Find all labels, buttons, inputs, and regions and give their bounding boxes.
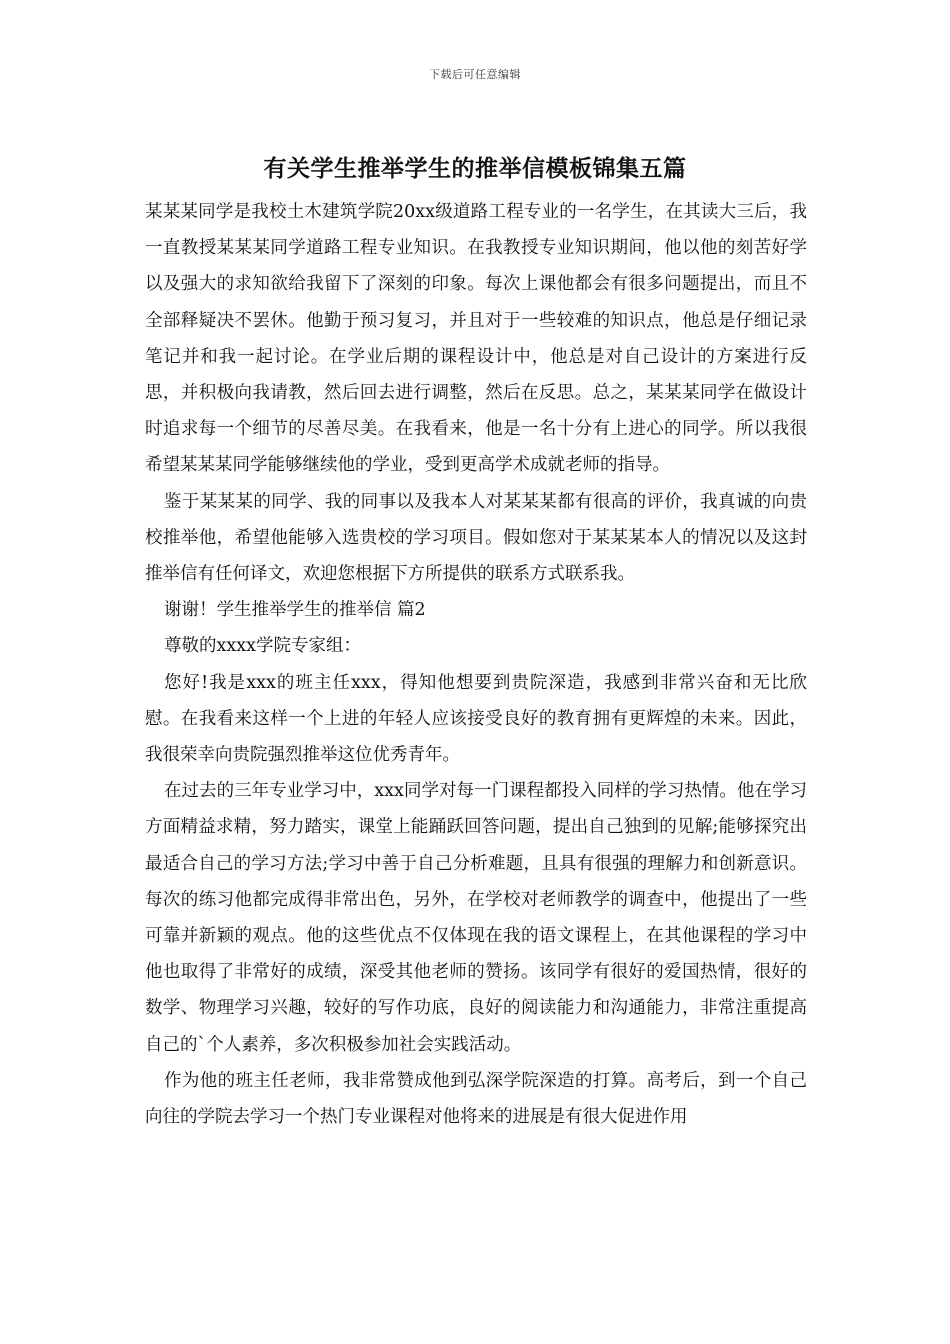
paragraph-1: 某某某同学是我校土木建筑学院20xx级道路工程专业的一名学生，在其读大三后，我一直教授某某某同学道路工程专业知识。在我教授专业知识期间，他以他的刻苦好学以及强大的求知欲给我留下了深刻的印象。每次上课他都会有很多问题提出，而且不全部释疑决不罢休。他勤于预习复习，并且对于一些较难的知识点，他总是仔细记录笔记并和我一起讨论。在学业后期的课程设计中，他总是对自己设计的方案进行反思，并积极向我请教，然后回去进行调整，然后在反思。总之，某某某同学在做设计时追求每一个细节的尽善尽美。在我看来，他是一名十分有上进心的同学。所以我很希望某某某同学能够继续他的学业，受到更高学术成就老师的指导。 [145, 202, 807, 476]
document-title: 有关学生推举学生的推举信模板锦集五篇 [263, 155, 687, 182]
paragraph-5: 您好!我是xxx的班主任xxx，得知他想要到贵院深造，我感到非常兴奋和无比欣慰。在我看来这样一个上进的年轻人应该接受良好的教育拥有更辉煌的未来。因此，我很荣幸向贵院强烈推举这位优秀青年。 [145, 672, 807, 766]
header-note: 下载后可任意编辑 [429, 68, 521, 81]
document-body [145, 194, 807, 1135]
paragraph-2: 鉴于某某某的同学、我的同事以及我本人对某某某都有很高的评价，我真诚的向贵校推举他，希望他能够入选贵校的学习项目。假如您对于某某某本人的情况以及这封推举信有任何译文，欢迎您根据下方所提供的联系方式联系我。 [145, 491, 807, 585]
paragraph-3: 谢谢！学生推举学生的推举信 篇2 [164, 600, 426, 621]
paragraph-6: 在过去的三年专业学习中，xxx同学对每一门课程都投入同样的学习热情。他在学习方面精益求精，努力踏实，课堂上能踊跃回答问题，提出自己独到的见解;能够探究出最适合自己的学习方法;学习中善于自己分析难题，且具有很强的理解力和创新意识。每次的练习他都完成得非常出色，另外，在学校对老师教学的调查中，他提出了一些可靠并新颖的观点。他的这些优点不仅体现在我的语文课程上，在其他课程的学习中他也取得了非常好的成绩，深受其他老师的赞扬。该同学有很好的爱国热情，很好的数学、物理学习兴趣，较好的写作功底，良好的阅读能力和沟通能力，非常注重提高自己的`个人素养，多次积极参加社会实践活动。 [145, 781, 807, 1055]
paragraph-7: 作为他的班主任老师，我非常赞成他到弘深学院深造的打算。高考后，到一个自己向往的学院去学习一个热门专业课程对他将来的进展是有很大促进作用 [145, 1070, 807, 1128]
paragraph-4: 尊敬的xxxx学院专家组： [164, 636, 361, 657]
